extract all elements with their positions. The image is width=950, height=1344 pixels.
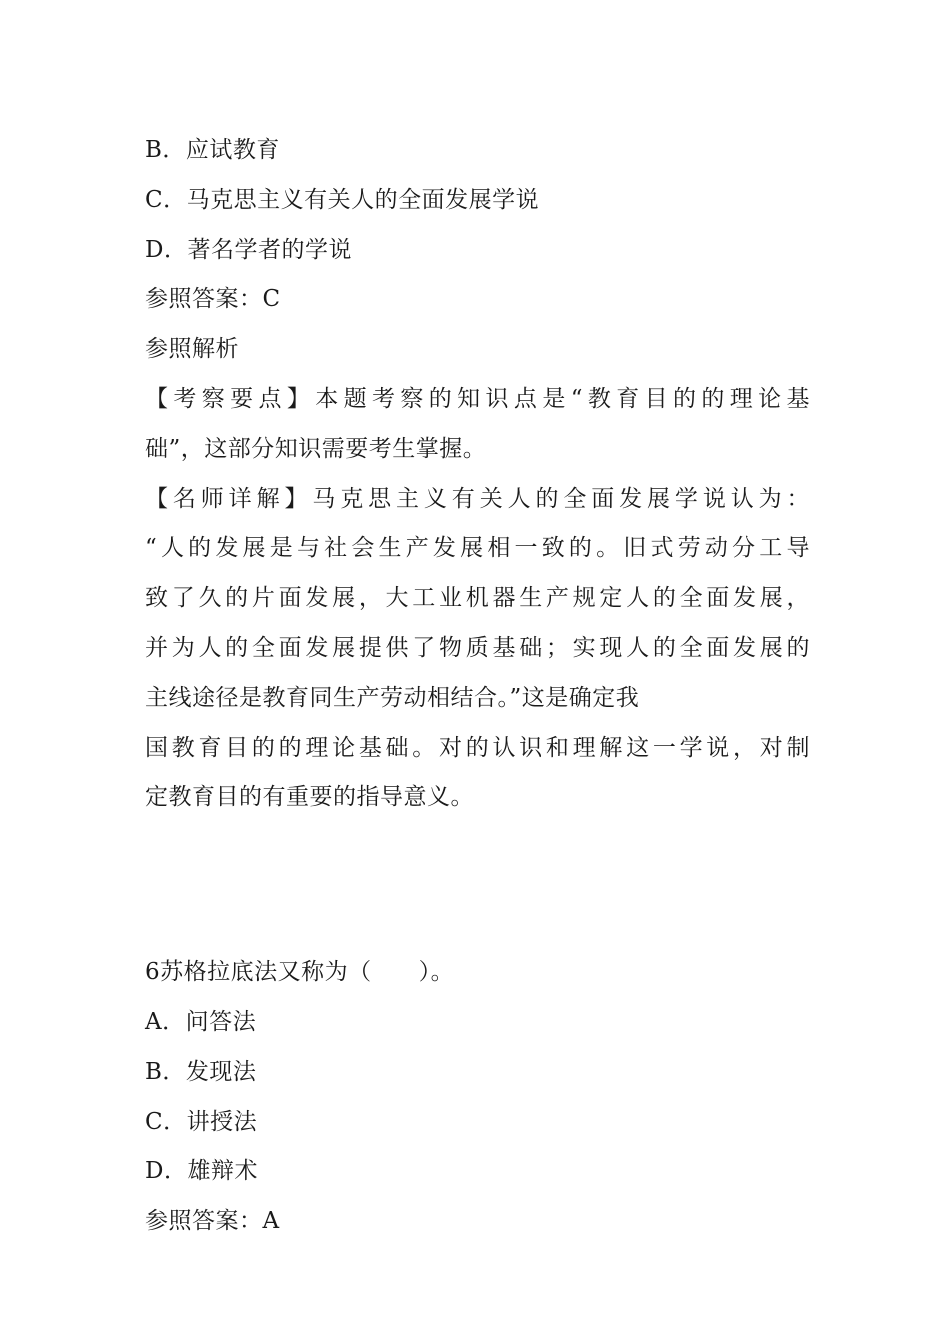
- reference-answer: 参照答案：C: [145, 286, 281, 313]
- reference-answer: 参照答案：A: [145, 1208, 280, 1235]
- option-c: C．讲授法: [145, 1108, 258, 1135]
- document-page: [145, 126, 810, 1247]
- key-point-line: 础”，这部分知识需要考生掌握。: [145, 435, 487, 462]
- teacher-explanation-line: “人的发展是与社会生产发展相一致的。旧式劳动分工导: [145, 535, 810, 562]
- question-6: 6苏格拉底法又称为（ ）。: [145, 959, 455, 986]
- option-d: D．雄辩术: [145, 1158, 258, 1185]
- key-point-line: 【考察要点】本题考察的知识点是“教育目的的理论基: [145, 385, 810, 412]
- option-b: B．应试教育: [145, 137, 280, 163]
- teacher-explanation-line: 主线途径是教育同生产劳动相结合。”这是确定我: [145, 684, 640, 711]
- option-a: A．问答法: [145, 1008, 257, 1035]
- option-d: D．著名学者的学说: [145, 236, 352, 263]
- option-c: C．马克思主义有关人的全面发展学说: [145, 186, 540, 213]
- section-gap: [145, 823, 810, 948]
- option-b: B．发现法: [145, 1058, 257, 1085]
- analysis-title: 参照解析: [145, 336, 239, 363]
- teacher-explanation-line: 国教育目的的理论基础。对的认识和理解这一学说，对制: [145, 734, 810, 761]
- teacher-explanation-line: 定教育目的有重要的指导意义。: [145, 784, 474, 811]
- teacher-explanation-line: 【名师详解】马克思主义有关人的全面发展学说认为：: [145, 485, 810, 512]
- teacher-explanation-line: 致了久的片面发展，大工业机器生产规定人的全面发展，: [145, 585, 810, 612]
- teacher-explanation-line: 并为人的全面发展提供了物质基础；实现人的全面发展的: [145, 634, 810, 661]
